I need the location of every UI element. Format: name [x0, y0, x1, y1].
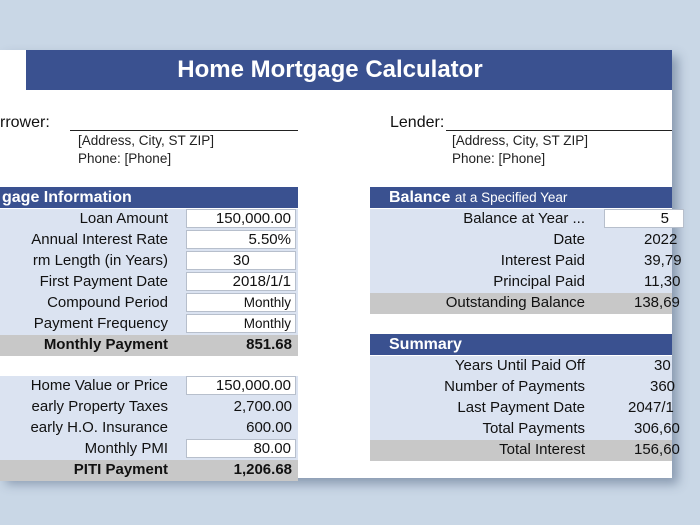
table-row — [0, 314, 298, 335]
monthly-payment-row — [0, 335, 298, 356]
interest-rate-input[interactable]: 5.50% — [186, 230, 296, 249]
total-interest-value: 156,60 — [634, 441, 680, 458]
years-until-paid-value: 30 — [654, 357, 671, 374]
home-value-input[interactable]: 150,000.00 — [186, 376, 296, 395]
outstanding-balance-label: Outstanding Balance — [445, 294, 585, 311]
lender-address: [Address, City, ST ZIP] — [452, 133, 589, 148]
outstanding-balance-value: 138,69 — [634, 294, 680, 311]
table-row — [0, 439, 298, 460]
balance-year-label: Balance at Year ... — [463, 210, 585, 227]
borrower-address: [Address, City, ST ZIP] — [78, 133, 215, 148]
balance-header — [370, 187, 672, 208]
summary-header: Summary — [370, 334, 672, 355]
table-row — [370, 398, 672, 419]
table-row — [0, 230, 298, 251]
table-row — [0, 293, 298, 314]
balance-header-main: Balance — [389, 189, 451, 206]
table-row — [0, 397, 298, 418]
total-payments-value: 306,60 — [634, 420, 680, 437]
borrower-line[interactable] — [70, 130, 298, 131]
total-interest-label: Total Interest — [499, 441, 585, 458]
principal-paid-label: Principal Paid — [493, 273, 585, 290]
property-taxes-label: early Property Taxes — [31, 398, 168, 415]
spreadsheet — [0, 50, 682, 478]
table-row — [0, 376, 298, 397]
table-row — [370, 356, 672, 377]
borrower-phone: Phone: [Phone] — [78, 151, 172, 166]
page-title: Home Mortgage Calculator — [26, 50, 672, 90]
term-length-input[interactable]: 30 — [186, 251, 296, 270]
interest-paid-label: Interest Paid — [500, 252, 585, 269]
total-interest-row — [370, 440, 680, 461]
monthly-payment-value: 851.68 — [246, 336, 292, 353]
term-length-label: rm Length (in Years) — [32, 252, 168, 269]
monthly-pmi-input[interactable]: 80.00 — [186, 439, 296, 458]
principal-paid-value: 11,30 — [644, 273, 681, 290]
years-until-paid-label: Years Until Paid Off — [454, 357, 585, 374]
table-row — [0, 251, 298, 272]
table-row — [370, 209, 672, 230]
monthly-pmi-label: Monthly PMI — [84, 440, 168, 457]
monthly-payment-label: Monthly Payment — [43, 336, 168, 353]
table-row — [370, 230, 678, 251]
payment-frequency-select[interactable]: Monthly — [186, 314, 296, 333]
lender-line[interactable] — [446, 130, 672, 131]
last-payment-date-value: 2047/1 — [628, 399, 674, 416]
ho-insurance-label: early H.O. Insurance — [30, 419, 168, 436]
balance-date-label: Date — [553, 231, 585, 248]
lender-phone: Phone: [Phone] — [452, 151, 546, 166]
interest-rate-label: Annual Interest Rate — [31, 231, 168, 248]
piti-payment-value: 1,206.68 — [233, 461, 292, 478]
outstanding-balance-row — [370, 293, 680, 314]
interest-paid-value: 39,79 — [644, 252, 682, 269]
payment-frequency-label: Payment Frequency — [33, 315, 168, 332]
loan-amount-input[interactable]: 150,000.00 — [186, 209, 296, 228]
borrower-label: rrower: — [0, 114, 50, 131]
first-payment-date-label: First Payment Date — [39, 273, 168, 290]
number-of-payments-value: 360 — [650, 378, 676, 395]
table-row — [370, 251, 682, 272]
table-row — [0, 272, 298, 293]
mortgage-info-header: gage Information — [0, 187, 298, 208]
balance-date-value: 2022 — [644, 231, 678, 248]
compound-period-label: Compound Period — [47, 294, 168, 311]
piti-payment-label: PITI Payment — [73, 461, 168, 478]
table-row — [370, 419, 680, 440]
compound-period-select[interactable]: Monthly — [186, 293, 296, 312]
lender-label: Lender: — [390, 114, 445, 131]
total-payments-label: Total Payments — [482, 420, 585, 437]
number-of-payments-label: Number of Payments — [444, 378, 585, 395]
balance-header-sub: at a Specified Year — [454, 190, 568, 205]
piti-payment-row — [0, 460, 298, 481]
first-payment-date-input[interactable]: 2018/1/1 — [186, 272, 296, 291]
home-value-label: Home Value or Price — [30, 377, 168, 394]
ho-insurance-value: 600.00 — [246, 419, 292, 436]
last-payment-date-label: Last Payment Date — [457, 399, 585, 416]
table-row — [370, 377, 676, 398]
table-row — [0, 209, 298, 230]
balance-year-input[interactable]: 5 — [604, 209, 684, 228]
loan-amount-label: Loan Amount — [79, 210, 168, 227]
table-row — [370, 272, 681, 293]
table-row — [0, 418, 298, 439]
property-taxes-value: 2,700.00 — [233, 398, 292, 415]
